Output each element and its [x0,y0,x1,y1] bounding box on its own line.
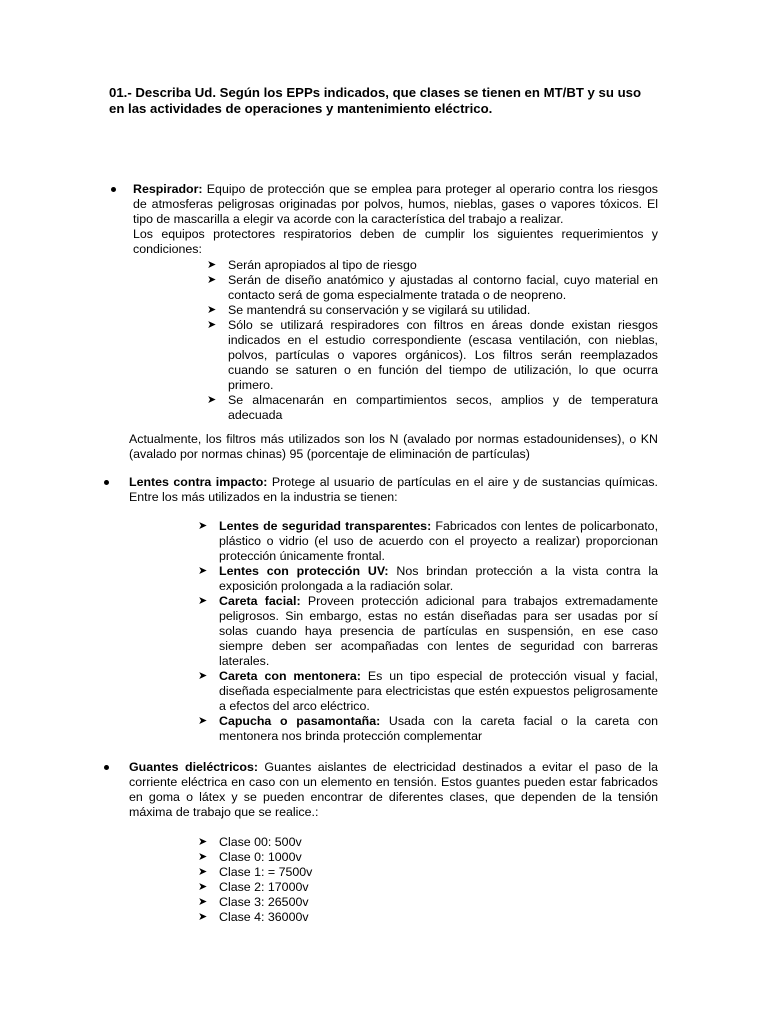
guantes-classes-list [198,835,498,925]
arrow-bullet-icon: ➤ [198,866,208,878]
arrow-bullet-icon: ➤ [198,715,208,727]
filters-note: Actualmente, los filtros más utilizados son los N (avalado por normas estadounidenses), o KN (avalado por normas chinas) 95 (porcentaje de eliminación de partículas) [129,432,658,461]
arrow-bullet-icon: ➤ [198,851,208,863]
bullet-dot-icon [104,480,109,485]
arrow-bullet-icon: ➤ [198,565,208,577]
lentes-section [129,475,658,505]
list-item: ➤ Clase 4: 36000v [198,910,309,924]
list-item: ➤ Clase 00: 500v [198,835,302,849]
lentes-term: Lentes contra impacto: [129,475,268,489]
list-item: ➤ Se almacenarán en compartimientos secos, amplios y de temperatura adecuada [207,393,658,422]
arrow-bullet-icon: ➤ [198,896,208,908]
arrow-bullet-icon: ➤ [207,274,217,286]
arrow-bullet-icon: ➤ [198,881,208,893]
arrow-bullet-icon: ➤ [207,304,217,316]
lentes-paragraph [129,475,658,505]
arrow-bullet-icon: ➤ [198,520,208,532]
list-item: ➤ Lentes de seguridad transparentes: Fabricados con lentes de policarbonato, plástico o vidrio (el uso de acuerdo con el proyecto a realizar) proporcionan protección únicamente frontal. [198,519,659,563]
respirador-section [133,182,658,257]
lentes-types-list [198,519,658,744]
lentes-intro: Protege al usuario de partículas en el aire y de sustancias químicas. Entre los más utilizados en la industria se tienen: [129,475,658,504]
list-item: ➤ Clase 0: 1000v [198,850,302,864]
list-item: ➤ Lentes con protección UV: Nos brindan protección a la vista contra la exposición prolongada a la radiación solar. [198,564,658,593]
list-item: ➤ Capucha o pasamontaña: Usada con la careta facial o la careta con mentonera nos brinda protección complementar [198,714,659,743]
list-item: ➤ Careta facial: Proveen protección adicional para trabajos extremadamente peligrosos. Sin embargo, estas no están diseñadas para ser usadas por sí solas cuando haya presencia de partículas en suspensión, en ese caso siempre deben ser acompañadas con lentes de seguridad con barreras laterales. [198,594,658,668]
list-item: ➤ Sólo se utilizará respiradores con filtros en áreas donde existan riesgos indicados en el estudio correspondiente (escasa ventilación, con nieblas, polvos, partículas o vapores orgánicos). Los filtros serán reemplazados cuando se saturen o en función del tiempo de utilización, lo que ocurra primero. [207,318,658,392]
arrow-bullet-icon: ➤ [207,259,217,271]
respirador-requirements-list [207,258,658,423]
list-item: ➤ Clase 3: 26500v [198,895,309,909]
guantes-paragraph [129,760,658,820]
arrow-bullet-icon: ➤ [198,670,208,682]
arrow-bullet-icon: ➤ [207,319,217,331]
respirador-requirements-intro: Los equipos protectores respiratorios deben de cumplir los siguientes requerimientos y condiciones: [133,227,658,256]
list-item: ➤ Se mantendrá su conservación y se vigilará su utilidad. [207,303,531,317]
arrow-bullet-icon: ➤ [207,394,217,406]
list-item: ➤ Serán apropiados al tipo de riesgo [207,258,417,272]
guantes-term: Guantes dieléctricos: [129,760,258,774]
page-title: 01.- Describa Ud. Según los EPPs indicados, que clases se tienen en MT/BT y su uso en las actividades de operaciones y mantenimiento eléctrico. [109,85,642,116]
respirador-intro: Equipo de protección que se emplea para proteger al operario contra los riesgos de atmosferas peligrosas originadas por polvos, humos, nieblas, gases o vapores tóxicos. El tipo de mascarilla a elegir va acorde con la característica del trabajo a realizar. [133,182,658,226]
arrow-bullet-icon: ➤ [198,595,208,607]
respirador-term: Respirador: [133,182,203,196]
respirador-paragraph [133,182,658,227]
list-item: ➤ Serán de diseño anatómico y ajustadas al contorno facial, cuyo material en contacto será de goma especialmente tratada o de neopreno. [207,273,658,302]
guantes-section [129,760,658,820]
arrow-bullet-icon: ➤ [198,911,208,923]
arrow-bullet-icon: ➤ [198,836,208,848]
guantes-intro: Guantes aislantes de electricidad destinados a evitar el paso de la corriente eléctrica en caso con un elemento en tensión. Estos guantes pueden estar fabricados en goma o látex y se pueden encontrar de diferentes clases, que dependen de la tensión máxima de trabajo que se realice.: [129,760,658,819]
bullet-dot-icon [104,765,109,770]
list-item: ➤ Clase 2: 17000v [198,880,309,894]
list-item: ➤ Careta con mentonera: Es un tipo especial de protección visual y facial, diseñada especialmente para electricistas que estén expuestos peligrosamente a efectos del arco eléctrico. [198,669,658,713]
bullet-dot-icon [111,187,116,192]
list-item: ➤ Clase 1: = 7500v [198,865,313,879]
